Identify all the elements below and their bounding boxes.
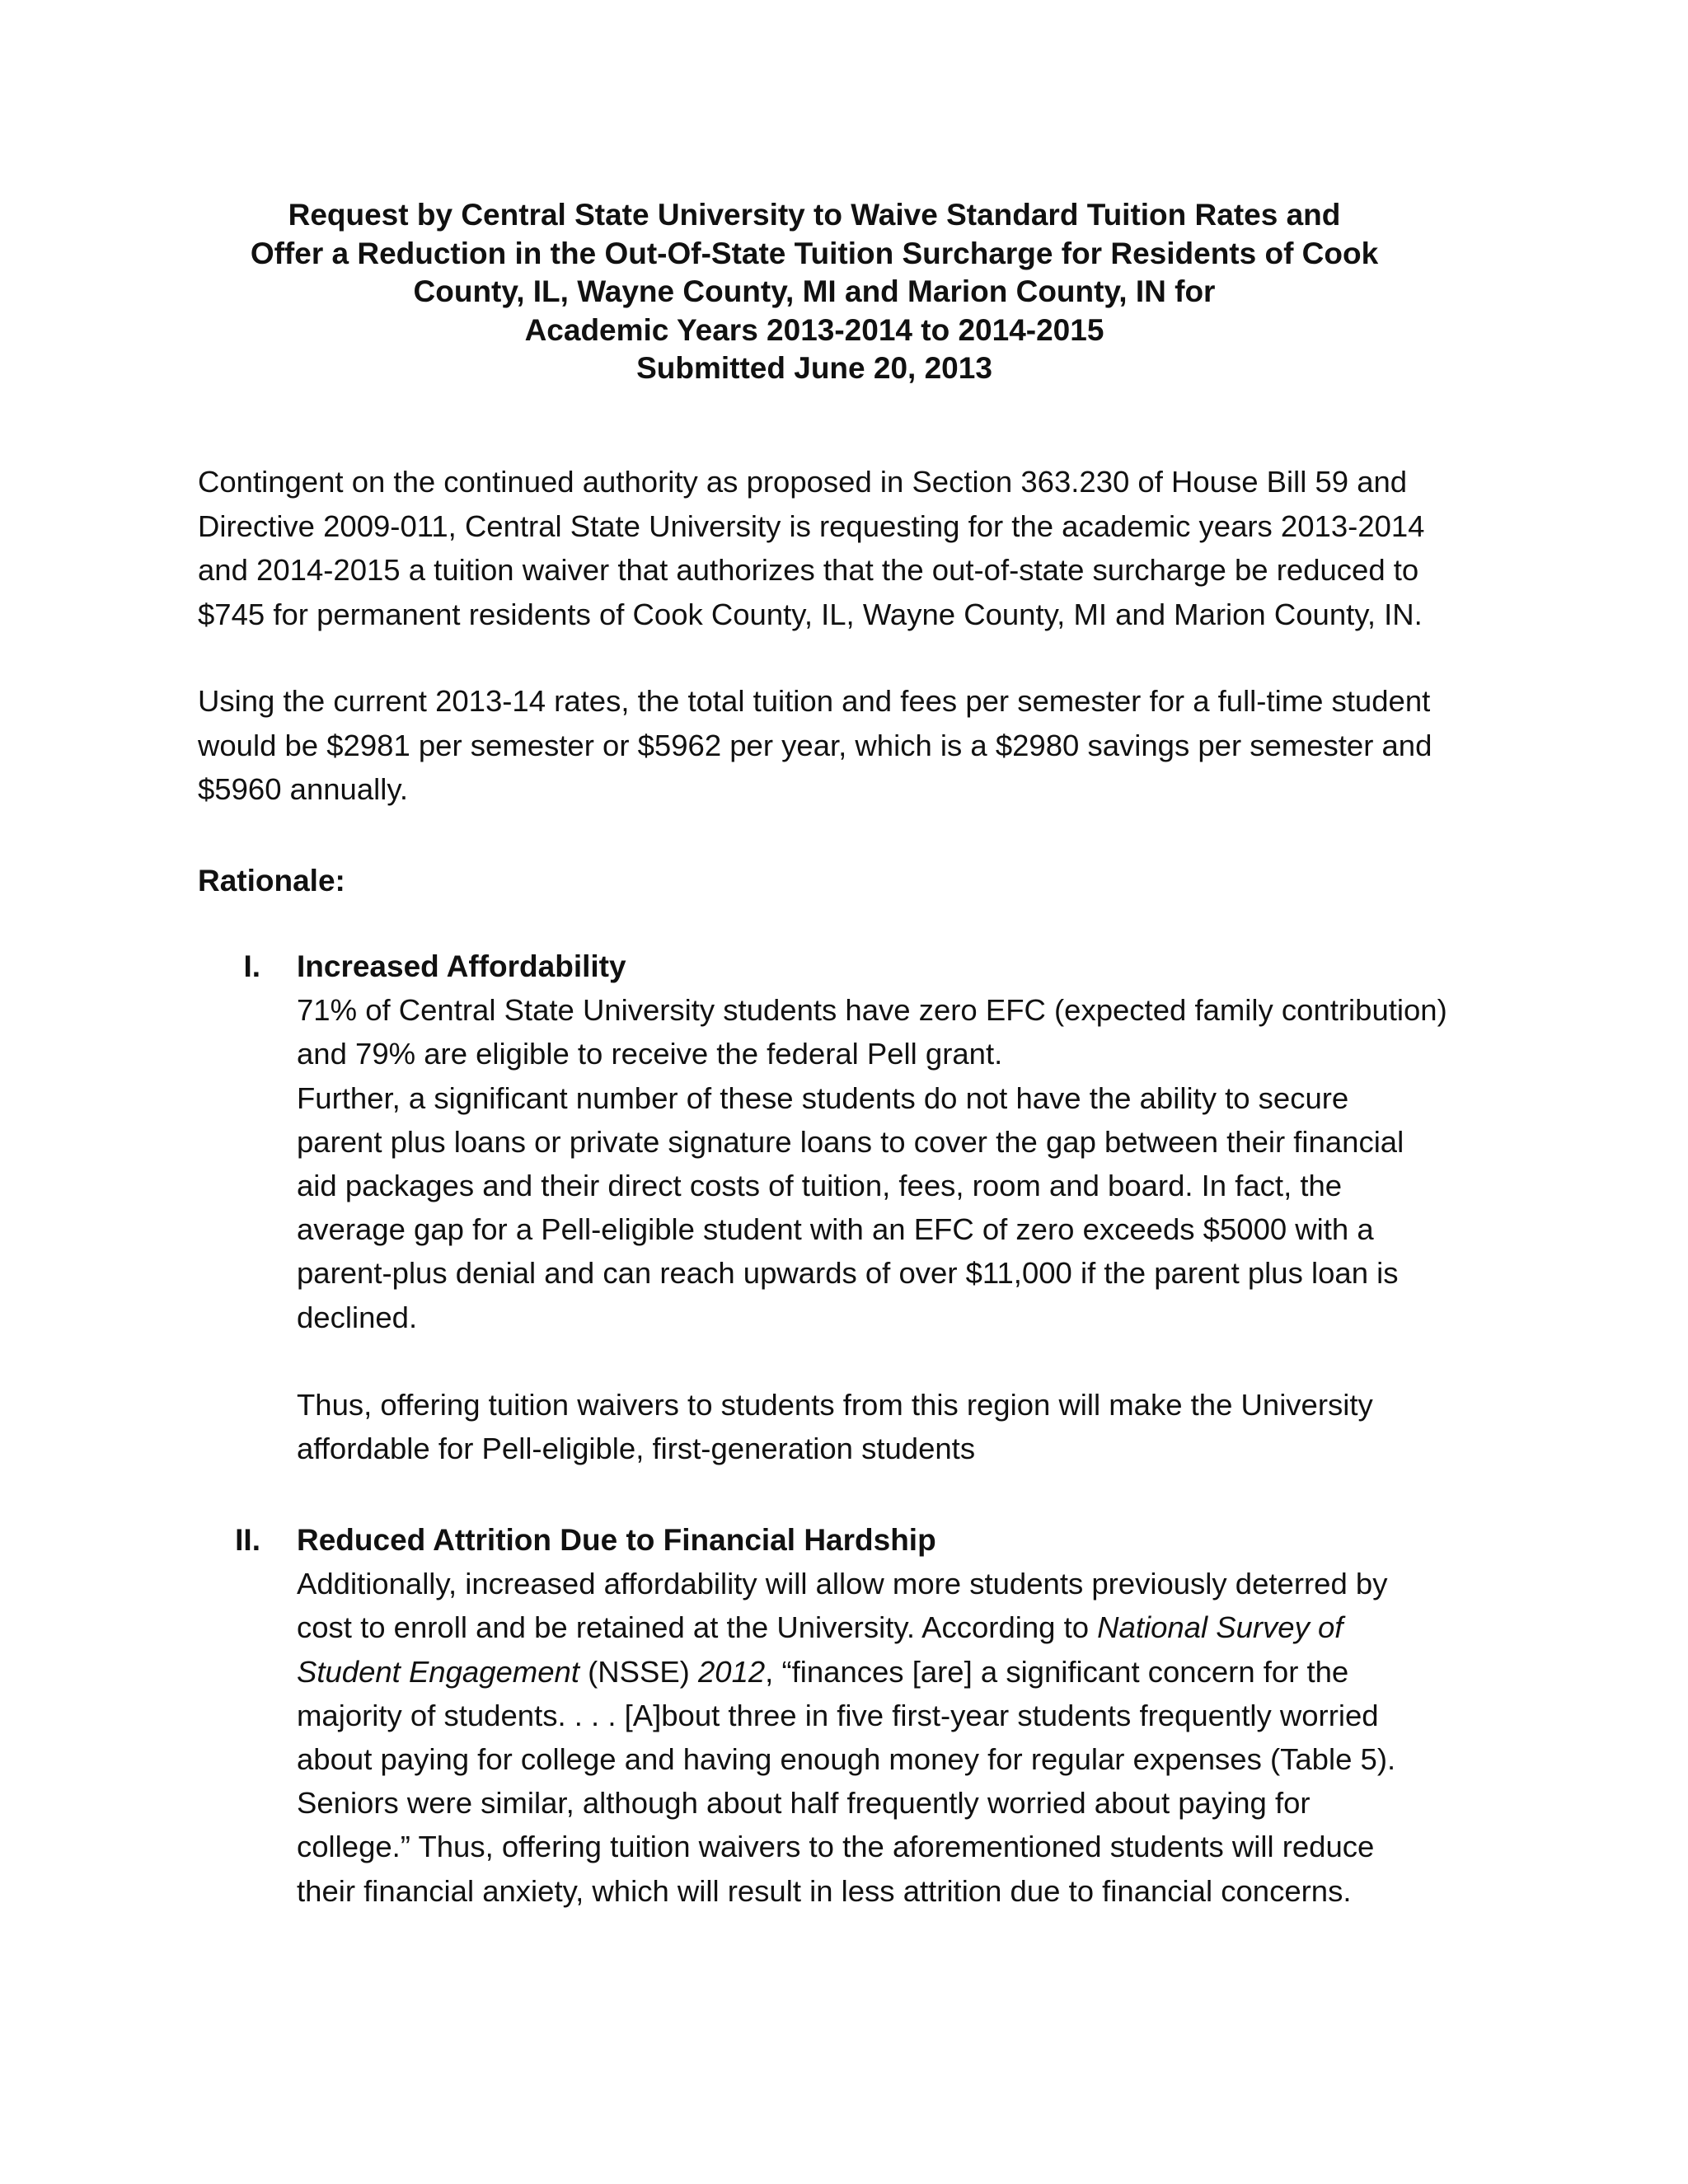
text-line: college.” Thus, offering tuition waivers to the aforementioned students will reduce	[297, 1830, 1375, 1864]
text-line: affordable for Pell-eligible, first-generation students	[297, 1432, 976, 1466]
section-number: I.	[243, 949, 260, 983]
text-line: Seniors were similar, although about half frequently worried about paying for	[297, 1786, 1311, 1821]
text-line: aid packages and their direct costs of tuition, fees, room and board. In fact, the	[297, 1169, 1343, 1203]
title-line: Academic Years 2013-2014 to 2014-2015	[524, 312, 1104, 347]
text-line	[297, 1650, 1533, 1694]
text-line: their financial anxiety, which will result in less attrition due to financial concerns.	[297, 1873, 1352, 1908]
document-title	[0, 196, 1629, 388]
title-line: Offer a Reduction in the Out-Of-State Tuition Surcharge for Residents of Cook	[250, 236, 1379, 270]
text-run: cost to enroll and be retained at the University. According to	[297, 1610, 1098, 1645]
text-line: $5960 annually.	[198, 772, 409, 806]
section-number: II.	[235, 1523, 260, 1557]
section-body	[297, 1518, 1533, 1913]
text-run: (NSSE)	[579, 1654, 698, 1689]
text-line: and 79% are eligible to receive the federal Pell grant.	[297, 1037, 1003, 1071]
publication-title: National Survey of	[1097, 1610, 1343, 1645]
rates-paragraph	[198, 679, 1484, 812]
intro-paragraph	[198, 460, 1484, 636]
text-line: Contingent on the continued authority as proposed in Section 363.230 of House Bill 59 and	[198, 465, 1408, 499]
text-line: average gap for a Pell-eligible student with an EFC of zero exceeds $5000 with a	[297, 1212, 1374, 1247]
text-line: Directive 2009-011, Central State University is requesting for the academic years 2013-2014	[198, 509, 1425, 543]
text-run: , “finances [are] a significant concern for the	[765, 1654, 1349, 1689]
title-line: County, IL, Wayne County, MI and Marion County, IN for	[413, 274, 1216, 308]
text-line: and 2014-2015 a tuition waiver that authorizes that the out-of-state surcharge be reduced to	[198, 553, 1419, 587]
text-line: declined.	[297, 1300, 418, 1334]
title-line: Submitted June 20, 2013	[636, 351, 992, 385]
title-line: Request by Central State University to Waive Standard Tuition Rates and	[288, 198, 1341, 232]
text-line: Additionally, increased affordability will allow more students previously deterred by	[297, 1567, 1388, 1601]
text-line	[297, 1605, 1533, 1649]
text-line: about paying for college and having enough money for regular expenses (Table 5).	[297, 1742, 1396, 1777]
text-line: Further, a significant number of these students do not have the ability to secure	[297, 1080, 1349, 1115]
paragraph-gap	[297, 1339, 1533, 1383]
publication-year: 2012	[697, 1654, 766, 1689]
text-line: parent plus loans or private signature loans to cover the gap between their financial	[297, 1124, 1404, 1159]
rationale-heading: Rationale:	[198, 864, 345, 898]
text-line: Thus, offering tuition waivers to students from this region will make the University	[297, 1387, 1373, 1422]
section-title: Increased Affordability	[297, 949, 626, 983]
section-title: Reduced Attrition Due to Financial Hardship	[297, 1523, 936, 1557]
text-line: 71% of Central State University students have zero EFC (expected family contribution)	[297, 993, 1447, 1028]
text-line: parent-plus denial and can reach upwards of over $11,000 if the parent plus loan is	[297, 1256, 1399, 1291]
text-line: majority of students. . . . [A]bout three in five first-year students frequently worried	[297, 1698, 1379, 1732]
text-line: Using the current 2013-14 rates, the total tuition and fees per semester for a full-time student	[198, 684, 1431, 718]
publication-title: Student Engagement	[297, 1654, 579, 1689]
text-line: $745 for permanent residents of Cook County, IL, Wayne County, MI and Marion County, IN.	[198, 597, 1423, 631]
text-line: would be $2981 per semester or $5962 per year, which is a $2980 savings per semester and	[198, 728, 1432, 762]
section-body	[297, 944, 1533, 1470]
